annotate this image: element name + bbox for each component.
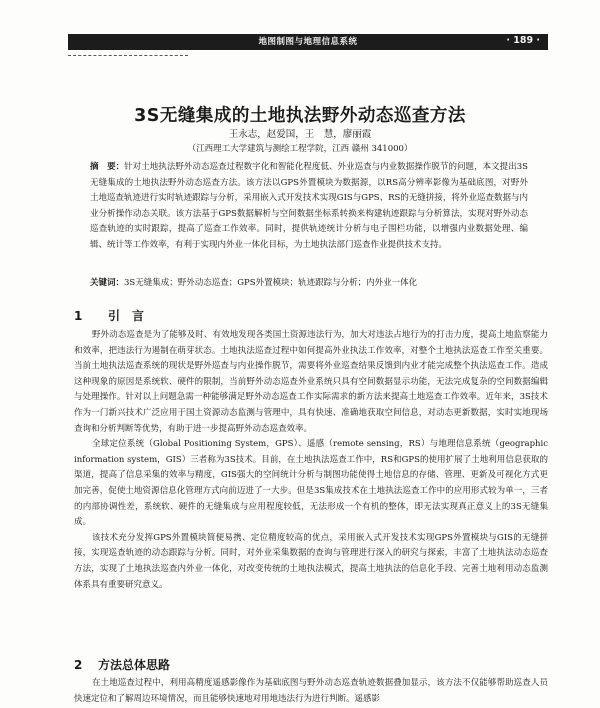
abstract-label: 摘 要： [90, 162, 125, 172]
section-number: 1 [74, 309, 83, 323]
section-heading [74, 307, 144, 324]
affiliation: （江西理工大学建筑与测绘工程学院，江西 赣州 341000） [187, 144, 413, 154]
paragraph: 在土地巡查过程中，利用高精度遥感影像作为基础底图与野外动态巡查轨迹数据叠加显示，该方法不仅能够帮助巡查人员快速定位和了解周边环境情况，而且能够快速地对用地违法行为进行判断。遥感影 [74, 678, 548, 704]
keywords [90, 276, 528, 290]
paragraph: 全球定位系统（Global Positioning System，GPS）、遥感（remote sensing，RS）与地理信息系统（geographic information system，GIS）三者称为3S技术。目前，在土地执法巡查工作中，RS和GPS的使用扩展了土地利用信息获取的渠道，提高了信息采集的效率与精度，GIS强大的空间统计分析与制图功能使得土地信息的存储、管理、更新及可视化方式更加完善，促使土地资源信息化管理方式向前迈进了一大步。但是3S集成技术在土地执法巡查工作中的应用形式较为单一，三者的内部协调性差，系统软、硬件的无缝集成与应用程度较低，无法形成一个有机的整体，即无法实现真正意义上的3S无缝集成。 [74, 439, 548, 528]
section-body [74, 328, 548, 593]
author-list: 王永志，赵爱国，王 慧，廖丽霞 [228, 129, 372, 140]
paper-title: 3S无缝集成的土地执法野外动态巡查方法 [134, 106, 466, 126]
abstract [90, 160, 528, 253]
abstract-text: 针对土地执法野外动态巡查过程数字化和智能化程度低、外业巡查与内业数据操作脱节的问题，本文提出3S无缝集成的土地执法野外动态巡查方法。该方法以GPS外置模块为数据源，以RS高分辨率影像为基础底图，对野外土地巡查轨迹进行实时轨迹跟踪与分析，采用嵌入式开发技术实现GIS与GPS、RS的无缝拼接，将外业巡查数据与内业分析操作动态关联。该方法基于GPS数据解析与空间数据坐标系转换来构建轨迹跟踪与分析算法，实现对野外动态巡查轨迹的实时跟踪，提高了巡查工作效率。同时，提供轨迹统计分析与电子围栏功能，以增强内业数据处理、编辑、统计等工作效率，有利于实现内外业一体化目标，为土地执法部门巡查作业提供技术支持。 [90, 162, 528, 250]
keywords-label: 关键词： [90, 278, 125, 288]
header-divider [68, 55, 188, 56]
section-heading [74, 656, 170, 673]
paragraph: 野外动态巡查是为了能够及时、有效地发现各类国土资源违法行为，加大对违法占地行为的打击力度，提高土地监察能力和效率，把违法行为遏制在萌芽状态。土地执法巡查过程中如何提高外业执法工作效率，对整个土地执法巡查工作至关重要。当前土地执法巡查系统的现状是野外巡查与内业操作脱节，需要将外业巡查结果反馈到内业才能完成整个执法巡查工作。造成这种现象的原因是系统软、硬件的限制，当前野外动态巡查外业系统只具有空间数据显示功能，无法完成复杂的空间数据编辑与处理操作。针对以上问题急需一种能够满足野外动态巡查工作实际需求的新方法来提高土地巡查工作效率。近年来，3S技术作为一门新兴技术广泛应用于国土资源动态监测与管理中，具有快速、准确地获取空间信息，对动态更新数据，实时实地现场查询和分析判断等优势，有助于进一步提高野外动态巡查效率。 [74, 330, 548, 434]
section-number: 2 [74, 658, 83, 672]
journal-name: 地图制图与地理信息系统 [258, 37, 358, 47]
running-header [68, 34, 548, 50]
section-title: 方法总体思路 [98, 658, 171, 672]
page-number: · 189 · [506, 35, 540, 46]
keywords-text: 3S无缝集成；野外动态巡查；GPS外置模块；轨迹跟踪与分析；内外业一体化 [124, 278, 418, 288]
paragraph: 该技术充分发挥GPS外置模块简便易携、定位精度较高的优点，采用嵌入式开发技术实现GPS外置模块与GIS的无缝拼接，实现巡查轨迹的动态跟踪与分析。同时，对外业采集数据的查询与管理进行深入的研究与探索，丰富了土地执法动态巡查方法，实现了土地执法巡查内外业一体化，对改变传统的土地执法模式，提高土地执法的信息化手段、完善土地利用动态监测体系具有重要研究意义。 [74, 532, 548, 590]
section-title: 引 言 [108, 309, 145, 323]
section-body [74, 676, 548, 707]
